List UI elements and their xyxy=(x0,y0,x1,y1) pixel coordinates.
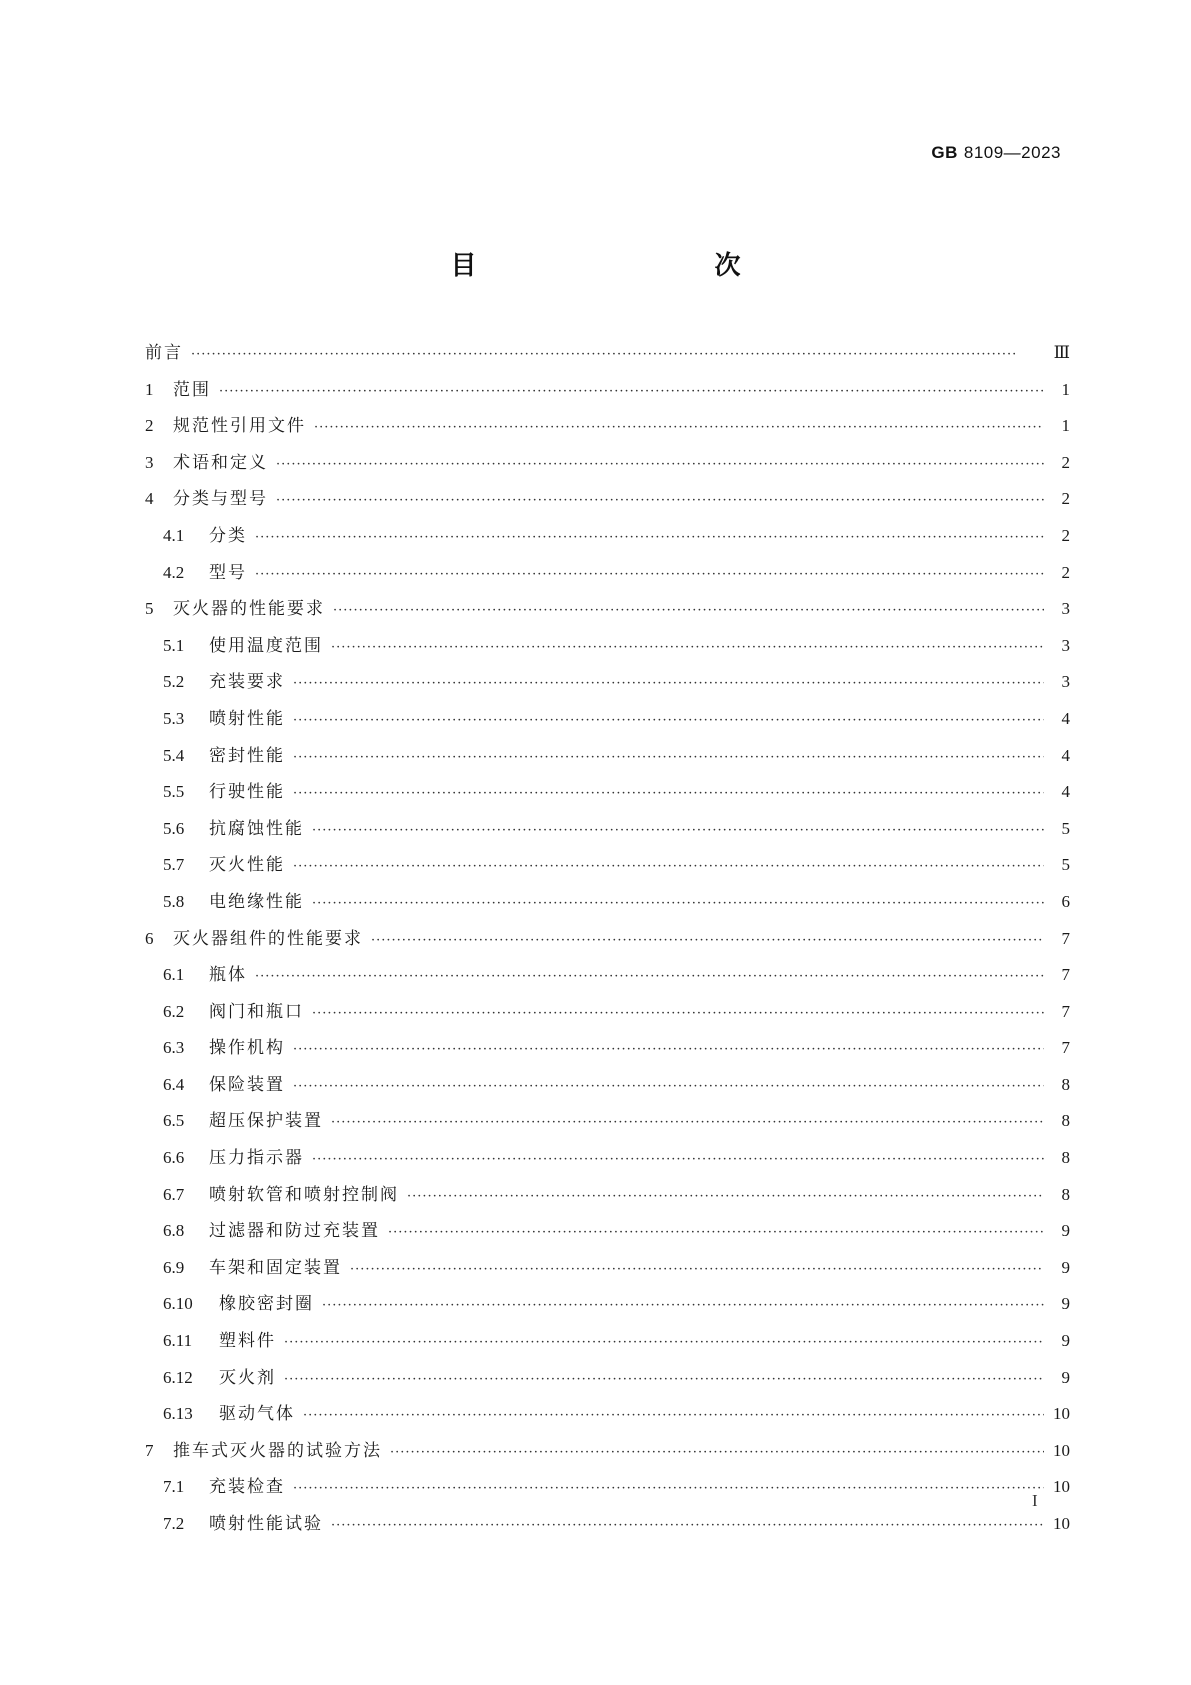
toc-dot-leader xyxy=(293,1069,1044,1106)
toc-entry-page: 3 xyxy=(1061,672,1070,692)
toc-entry[interactable] xyxy=(145,1396,1070,1433)
toc-entry-page: 8 xyxy=(1061,1148,1070,1168)
toc-dot-leader xyxy=(284,1325,1044,1362)
toc-entry-number: 7.1 xyxy=(163,1477,185,1497)
toc-entry-page: 8 xyxy=(1061,1074,1070,1094)
toc-entry[interactable] xyxy=(145,811,1070,848)
toc-entry-number: 2 xyxy=(145,416,154,436)
toc-dot-leader xyxy=(255,959,1044,996)
toc-entry-number: 6 xyxy=(145,928,154,948)
toc-entry-number: 6.3 xyxy=(163,1038,185,1058)
toc-dot-leader xyxy=(371,923,1044,960)
toc-dot-leader xyxy=(284,1362,1044,1399)
toc-entry-number: 4.1 xyxy=(163,525,185,545)
toc-entry-page: 9 xyxy=(1061,1221,1070,1241)
toc-entry-label: 型号 xyxy=(209,562,247,583)
toc-entry-label: 喷射性能 xyxy=(209,708,285,729)
toc-entry-page: 7 xyxy=(1061,1038,1070,1058)
toc-entry-page: 4 xyxy=(1061,782,1070,802)
toc-dot-leader xyxy=(314,410,1044,447)
toc-entry[interactable] xyxy=(145,1103,1070,1140)
toc-entry-label: 规范性引用文件 xyxy=(173,416,306,437)
toc-entry-label: 喷射性能试验 xyxy=(209,1514,323,1534)
toc-entry-page: 10 xyxy=(1053,1514,1070,1533)
toc-entry-label: 保险装置 xyxy=(209,1074,285,1095)
toc-entry[interactable] xyxy=(145,372,1070,409)
toc-entry[interactable] xyxy=(145,774,1070,811)
toc-entry-number: 3 xyxy=(145,452,154,472)
toc-entry-page: 7 xyxy=(1061,965,1070,985)
toc-entry-number: 5.4 xyxy=(163,745,185,765)
toc-dot-leader xyxy=(331,1508,1044,1545)
toc-entry[interactable] xyxy=(145,738,1070,775)
toc-entry-label: 充装要求 xyxy=(209,672,285,693)
toc-dot-leader xyxy=(219,374,1044,411)
toc-entry-page: 4 xyxy=(1061,745,1070,765)
toc-entry[interactable] xyxy=(145,1250,1070,1287)
toc-entry[interactable] xyxy=(145,994,1070,1031)
toc-entry-number: 6.9 xyxy=(163,1257,185,1277)
toc-entry[interactable] xyxy=(145,1213,1070,1250)
toc-entry-number: 6.5 xyxy=(163,1111,185,1131)
page-folio: I xyxy=(1032,1491,1038,1510)
toc-entry-label: 灭火器的性能要求 xyxy=(173,599,325,620)
toc-dot-leader xyxy=(407,1179,1044,1216)
toc-entry-number: 4.2 xyxy=(163,562,185,582)
toc-entry-page: 8 xyxy=(1061,1111,1070,1131)
toc-entry-number: 1 xyxy=(145,379,154,399)
toc-entry-label: 前言 xyxy=(145,343,183,363)
toc-entry-label: 驱动气体 xyxy=(219,1404,295,1425)
toc-entry-number: 7 xyxy=(145,1440,154,1460)
toc-entry-page: 1 xyxy=(1061,379,1070,399)
toc-entry-page: 6 xyxy=(1061,891,1070,911)
toc-entry-number: 6.8 xyxy=(163,1221,185,1241)
toc-entry[interactable] xyxy=(145,1469,1070,1506)
toc-entry-page: 2 xyxy=(1061,562,1070,582)
toc-entry-number: 7.2 xyxy=(163,1514,185,1533)
toc-entry[interactable] xyxy=(145,1360,1070,1397)
toc-entry[interactable] xyxy=(145,1506,1070,1543)
toc-entry-number: 4 xyxy=(145,489,154,509)
toc-dot-leader xyxy=(303,1398,1044,1435)
toc-entry-page: 10 xyxy=(1053,1404,1070,1424)
toc-entry-label: 抗腐蚀性能 xyxy=(209,818,304,839)
toc-entry-number: 6.6 xyxy=(163,1148,185,1168)
toc-entry-number: 5.6 xyxy=(163,818,185,838)
toc-entry-label: 橡胶密封圈 xyxy=(219,1294,314,1315)
toc-dot-leader xyxy=(293,849,1044,886)
toc-entry-label: 推车式灭火器的试验方法 xyxy=(173,1440,382,1461)
toc-dot-leader xyxy=(293,776,1044,813)
toc-dot-leader xyxy=(255,520,1044,557)
toc-entry-number: 5.7 xyxy=(163,855,185,875)
toc-entry[interactable] xyxy=(145,591,1070,628)
toc-entry[interactable] xyxy=(145,884,1070,921)
standard-code-number: 8109—2023 xyxy=(963,143,1061,162)
standard-code xyxy=(931,143,1061,163)
toc-entry-label: 分类与型号 xyxy=(173,489,268,510)
toc-entry-page: 2 xyxy=(1061,489,1070,509)
toc-entry-page: 9 xyxy=(1061,1257,1070,1277)
toc-entry[interactable] xyxy=(145,847,1070,884)
toc-entry-number: 5.2 xyxy=(163,672,185,692)
toc-entry-number: 5.8 xyxy=(163,891,185,911)
toc-entry-label: 灭火器组件的性能要求 xyxy=(173,928,363,949)
toc-entry-number: 6.4 xyxy=(163,1074,185,1094)
toc-entry-label: 塑料件 xyxy=(219,1331,276,1352)
toc-entry-page: 5 xyxy=(1061,818,1070,838)
toc-entry[interactable] xyxy=(145,481,1070,518)
toc-entry-number: 6.11 xyxy=(163,1331,193,1351)
toc-entry-label: 术语和定义 xyxy=(173,452,268,473)
toc-entry-number: 5.3 xyxy=(163,708,185,728)
toc-dot-leader xyxy=(293,1471,1044,1508)
toc-entry-page: 9 xyxy=(1061,1294,1070,1314)
toc-dot-leader xyxy=(350,1252,1044,1289)
toc-entry-label: 范围 xyxy=(173,379,211,400)
toc-entry[interactable] xyxy=(145,1030,1070,1067)
toc-dot-leader xyxy=(293,740,1044,777)
toc-dot-leader xyxy=(293,703,1044,740)
toc-entry-label: 使用温度范围 xyxy=(209,635,323,656)
toc-entry-page: 2 xyxy=(1061,452,1070,472)
toc-dot-leader xyxy=(312,1142,1044,1179)
toc-dot-leader xyxy=(312,886,1044,923)
toc-entry-number: 6.12 xyxy=(163,1367,193,1387)
toc-entry-page: 9 xyxy=(1061,1367,1070,1387)
toc-entry-label: 灭火性能 xyxy=(209,855,285,876)
toc-dot-leader xyxy=(331,630,1044,667)
toc-entry-page: 2 xyxy=(1061,525,1070,545)
toc-dot-leader xyxy=(333,593,1044,630)
toc-entry-label: 阀门和瓶口 xyxy=(209,1001,304,1022)
toc-dot-leader xyxy=(388,1215,1044,1252)
toc-entry[interactable] xyxy=(145,1140,1070,1177)
toc-entry[interactable] xyxy=(145,921,1070,958)
toc-entry[interactable] xyxy=(145,518,1070,555)
toc-dot-leader xyxy=(276,447,1044,484)
toc-entry-number: 6.2 xyxy=(163,1001,185,1021)
toc-entry-page: 3 xyxy=(1061,599,1070,619)
toc-entry[interactable] xyxy=(145,408,1070,445)
toc-dot-leader xyxy=(331,1105,1044,1142)
toc-entry-number: 6.7 xyxy=(163,1184,185,1204)
toc-entry-number: 6.10 xyxy=(163,1294,193,1314)
toc-entry[interactable] xyxy=(145,335,1070,372)
toc-entry-page: 9 xyxy=(1061,1331,1070,1351)
toc-entry[interactable] xyxy=(145,701,1070,738)
toc-entry[interactable] xyxy=(145,1067,1070,1104)
toc-entry[interactable] xyxy=(145,1177,1070,1214)
toc-entry[interactable] xyxy=(145,628,1070,665)
toc-entry-page: 7 xyxy=(1061,1001,1070,1021)
toc-entry-number: 5.1 xyxy=(163,635,185,655)
toc-entry[interactable] xyxy=(145,1286,1070,1323)
toc-entry-page: 4 xyxy=(1061,708,1070,728)
toc-entry-label: 密封性能 xyxy=(209,745,285,766)
toc-title: 目 次 xyxy=(450,251,803,281)
toc-entry-page: 3 xyxy=(1061,635,1070,655)
toc-entry[interactable] xyxy=(145,445,1070,482)
toc-entry-label: 压力指示器 xyxy=(209,1148,304,1169)
toc-entry-page: 10 xyxy=(1053,1477,1070,1497)
toc-entry[interactable] xyxy=(145,1433,1070,1470)
standard-code-prefix: GB xyxy=(931,143,958,162)
toc-entry-label: 超压保护装置 xyxy=(209,1111,323,1132)
toc-entry-page: 8 xyxy=(1061,1184,1070,1204)
toc-entry-page: Ⅲ xyxy=(1053,343,1070,362)
toc-entry[interactable] xyxy=(145,1323,1070,1360)
toc-entry-number: 5.5 xyxy=(163,782,185,802)
toc-entry-label: 瓶体 xyxy=(209,965,247,986)
toc-entry-label: 行驶性能 xyxy=(209,782,285,803)
toc-entry-label: 灭火剂 xyxy=(219,1367,276,1388)
toc-entry-page: 5 xyxy=(1061,855,1070,875)
toc-entry-number: 6.13 xyxy=(163,1404,193,1424)
toc-dot-leader xyxy=(293,666,1044,703)
toc-dot-leader xyxy=(276,483,1044,520)
toc-dot-leader xyxy=(390,1435,1044,1472)
toc-entry-label: 分类 xyxy=(209,525,247,546)
toc-entry[interactable] xyxy=(145,664,1070,701)
toc-entry-page: 1 xyxy=(1061,416,1070,436)
toc-entry-label: 喷射软管和喷射控制阀 xyxy=(209,1184,399,1205)
toc-dot-leader xyxy=(312,996,1044,1033)
toc-dot-leader xyxy=(322,1288,1044,1325)
toc-entry-number: 5 xyxy=(145,599,154,619)
toc-entry-label: 过滤器和防过充装置 xyxy=(209,1221,380,1242)
toc-entry-label: 操作机构 xyxy=(209,1038,285,1059)
toc-entry-number: 6.1 xyxy=(163,965,185,985)
table-of-contents xyxy=(145,335,1070,1543)
toc-entry[interactable] xyxy=(145,957,1070,994)
toc-dot-leader xyxy=(191,337,1044,374)
toc-dot-leader xyxy=(312,813,1044,850)
toc-entry-label: 车架和固定装置 xyxy=(209,1257,342,1278)
toc-entry-label: 电绝缘性能 xyxy=(209,891,304,912)
toc-dot-leader xyxy=(255,557,1044,594)
toc-dot-leader xyxy=(293,1032,1044,1069)
toc-entry[interactable] xyxy=(145,555,1070,592)
toc-entry-page: 10 xyxy=(1053,1440,1070,1460)
toc-entry-page: 7 xyxy=(1061,928,1070,948)
toc-entry-label: 充装检查 xyxy=(209,1477,285,1498)
